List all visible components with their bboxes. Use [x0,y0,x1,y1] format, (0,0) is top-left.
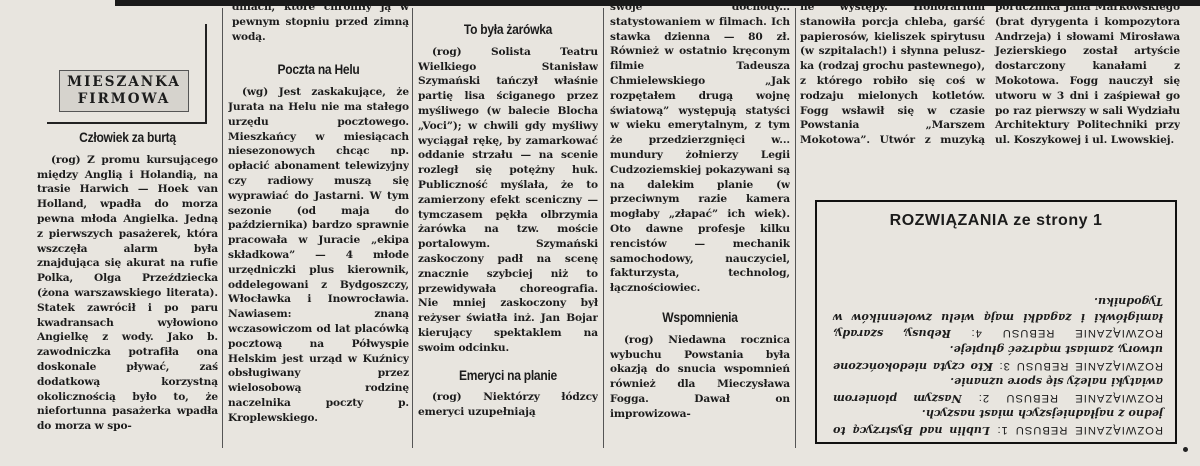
answer-item [833,294,1163,342]
article-title: Emeryci na planie [458,366,558,383]
article-title: Człowiek za burtą [79,129,176,145]
column-4 [610,0,790,462]
column-divider [412,8,413,448]
masthead-line-1: MIESZANKA [67,74,181,90]
article-continuation: ne występy. Honorarium stanowiła porcja chleba, garść papierosów, kieliszek spirytusu (w szpitalach!) i słynna peluszka (rodzaj grochu pastewnego), z którego robiło się coś w rodzaju mielonych kotletów. Fogg wsławił się w czasie Powstania „Marszem Mokotowa”. Utwór z muzyką porucznika Jana Markowskiego (brat dyrygenta i kompozytora Andrzeja) i słowami Mirosława Jezierskiego został artyście dostarczony kanałami z Mokotowa. Fogg nauczył się utworu w 3 dni i zaśpiewał go po raz pierwszy w sali Wydziału Architektury Politechniki przy ul. Koszykowej i ul. Lwowskiej. [800,1,1180,147]
article-body: (rog) Solista Teatru Wielkiego Stanisław Szymański tańczył właśnie partię lisa ściganego przez myśliwego (w balecie Blocha „Voci”); w chwili gdy myśliwy wyciągał rękę, by zamarkować oddanie strzału — na scenie rozległ się potężny huk. Publiczność myślała, że to zamierzony efekt sceniczny — tymczasem pękła olbrzymia żarówka na tzw. moście portalowym. Szymański zaskoczony padł na scenę znacznie szybciej niż to przewidywała choreografia. Nie mniej zaskoczony był reżyser światła inż. Jan Bojar kierujący spektaklem na swoim odcinku. [418,45,598,354]
masthead-line-2: FIRMOWA [77,91,171,107]
column-divider [603,8,604,448]
column-divider [795,8,796,448]
answers-upside-down [817,236,1177,444]
article-body: (rog) Z promu kursującego między Anglią i Holandią, na trasie Harwich — Hoek van Holland, wpadła do morza pewna młoda Angielka. Jedną z pierwszych pasażerek, która wszczęła alarm była znajdująca się akurat na rufie Polka, Olga Przeździecka (żona warszawskiego literata). Statek zawrócił i po paru kwadransach wyłowiono Angielkę z wody. Jako b. zawodniczka potrafiła ona doskonale pływać, zaś dodatkową korzystną okolicznością było to, że niefortunna pasażerka wpadła do morza w spo- [37,153,218,433]
answer-label: ROZWIĄZANIE REBUSU 4: [970,327,1163,340]
answer-label: ROZWIĄZANIE REBUSU 3: [998,359,1163,372]
answer-item [833,341,1163,373]
masthead-label-box [59,70,189,112]
column-5-6 [800,0,1180,190]
answer-item [833,374,1163,406]
answer-text: Kto czyta niedokończone utwory, zamiast mądrzeć głupieje. [833,343,1163,374]
column-divider [222,8,223,448]
answers-title: ROZWIĄZANIA ze strony 1 [889,212,1103,229]
article-body: (rog) Niedawna rocznica wybuchu Powstania była okazją do snucia wspomnień również dla Mieczysława Fogga. Dawał on improwizowa- [610,333,790,420]
column-3 [418,0,598,462]
section-masthead [47,24,207,124]
answer-text: Naszym pionierom awiatyki należy się spore uznanie. [833,375,1163,406]
article-continuation: dniach, które chroniły ją w pewnym stopniu przed zimną wodą. [232,1,409,43]
column-2 [228,0,409,462]
answer-label: ROZWIĄZANIE REBUSU 2: [977,391,1163,404]
article-body: (wg) Jest zaskakujące, że Jurata na Helu nie ma stałego urzędu pocztowego. Mieszkańcy w miesiącach niesezonowych chcąc np. opłacić abonament telewizyjny czy radiowy muszą się wyprawiać do Jastarni. W tym sezonie (od maja do października) bardzo sprawnie pracowała w Juracie „ekipa składkowa” — 4 młode urzędniczki plus kierownik, oddelegowani z Bydgoszczy, Włocławka i Inowrocławia. Nawiasem: znaną wczasowiczom od lat placówką pocztową na Półwyspie Helskim jest urząd w Kuźnicy obsługiwany przez wielosobową rodzinę naczelnika poczty p. Kroplewskiego. [228,86,409,424]
article-title: Wspomnienia [662,308,738,325]
answer-text: Rebusy, szarady, łamigłówki i zagadki mają wielu zwolenników w Tygodniku. [833,295,1163,342]
article-title: Poczta na Helu [277,61,360,78]
answer-item [833,406,1163,438]
answer-label: ROZWIĄZANIE REBUSU 1: [996,424,1163,436]
article-title: To była żarówka [463,21,553,37]
answers-box [815,200,1177,444]
answer-text: Lublin nad Bystrzycą to jedno z najładniejszych miast naszych. [833,407,1163,438]
article-body: (rog) Niektórzy łódzcy emeryci uzupełniają [418,391,598,419]
article-continuation: swoje dochody... statystowaniem w filmach. Ich stawka dzienna — 80 zł. Również w ostatnio kręconym filmie Tadeusza Chmielewskiego „Jak rozpętałem drugą wojnę światową” występują statyści w wieku emerytalnym, z tym że przedzierzgnięci w... mundury żołnierzy Legii Cudzoziemskiej pokazywani są na dalekim planie (w przeciwnym razie kamera mogłaby „złapać” ich wiek). Oto dawne profesje kilku rencistów — mechanik samochodowy, nauczyciel, fakturzysta, technolog, łącznościowiec. [610,1,790,295]
page-dot [1183,447,1188,452]
